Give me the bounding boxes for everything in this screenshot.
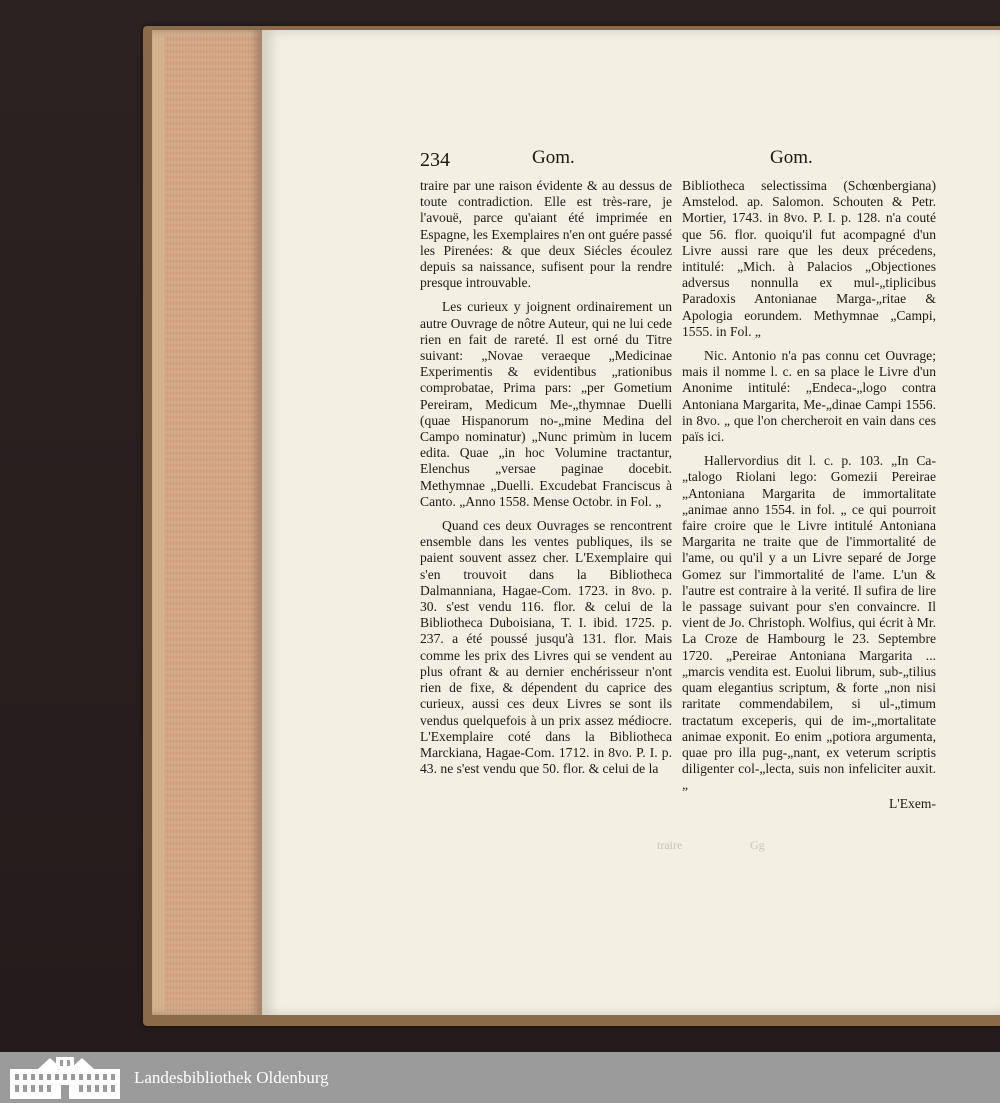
running-head-left: Gom.	[532, 147, 575, 168]
red-edge-tint	[165, 36, 260, 1011]
catchword: L'Exem-	[889, 795, 936, 811]
signature-mark: Gg	[750, 838, 765, 852]
paragraph: Quand ces deux Ouvrages se rencontrent ensemble dans les ventes publiques, ils se paient souvent assez cher. L'Exemplaire qui s'en trouvoit dans la Bibliotheca Dalmanniana, Hagae-Com. 1723. in 8vo. p. 30. s'est vendu 116. flor. & celui de la Bibliotheca Duboisiana, T. I. ibid. 1725. p. 237. a été poussé jusqu'à 131. flor. Mais comme les prix des Livres qui se vendent au plus ofrant & au dernier enchérisseur n'ont rien de fixe, & dépendent du caprice des curieux, aussi ces deux Livres se sont ils vendus quelquefois à un prix assez médiocre. L'Exemplaire coté dans la Bibliotheca Marckiana, Hagae-Com. 1712. in 8vo. P. I. p. 43. ne s'est vendu que 50. flor. & celui de la	[420, 518, 672, 777]
page-header	[262, 145, 1000, 171]
left-column	[420, 178, 672, 785]
paragraph: traire par une raison évidente & au dessus de toute contradiction. Elle est très-rare, je l'avouë, parce qu'aiant été imprimée en Espagne, les Exemplaires n'en ont guére passé les Pirenées: & que deux Siécles écoulez depuis sa naissance, sufisent pour la rendre presque introuvable.	[420, 178, 672, 291]
paragraph: Les curieux y joignent ordinairement un autre Ouvrage de nôtre Auteur, qui ne lui cede rien en fait de rareté. Il est orné du Titre suivant: „Novae veraeque „Medicinae Experimentis & evidentibus „rationibus comprobatae, Prima pars: „per Gometium Pereiram, Medicum Me-„thymnae Duelli (quae Hispanorum no-„mine Medina del Campo nominatur) „Nunc primùm in lucem edita. Quae „in hoc Volumine tractantur, Elenchus „versae paginae docebit. Methymnae „Duelli. Excudebat Franciscus à Canto. „Anno 1558. Mense Octobr. in Fol. „	[420, 299, 672, 509]
book-page	[262, 30, 1000, 1015]
library-building-icon	[8, 1055, 122, 1100]
bleed-through-text: traire	[657, 838, 683, 852]
paragraph: Hallervordius dit l. c. p. 103. „In Ca-„talogo Riolani lego: Gomezii Pereirae „Antoniana Margarita de immortalitate „animae anno 1554. in fol. „ ce qui pourroit faire croire que le Livre intitulé Antoniana Margarita ne traite que de l'immortalité de l'ame, ou qu'il y a un Livre separé de Jorge Gomez sur l'immortalité de l'ame. L'un & l'autre est contraire à la verité. Il sufira de lire le passage suivant pour s'en convaincre. Il vient de Jo. Christoph. Wolfius, qui écrit à Mr. La Croze de Hambourg le 23. Septembre 1720. „Pereirae Antoniana Margarita ... „marcis vendita est. Euolui librum, sub-„tilius quam elegantius scriptum, & forte „non nisi raritate commendabilem, si ul-„timum tractatum exceperis, qui de im-„mortalitate animae exponit. Eo enim „potiora argumenta, quae pro illa pug-„nant, ex veterum scriptis diligenter col-„lecta, suis non infeliciter auxit. „	[682, 453, 936, 793]
paragraph: Bibliotheca selectissima (Schœnbergiana) Amstelod. ap. Salomon. Schouten & Petr. Mortier, 1743. in 8vo. P. I. p. 128. n'a couté que 56. flor. quoiqu'il fut acompagné d'un Livre aussi rare que les deux précedens, intitulé: „Mich. à Palacios „Objectiones adversus nonnulla ex mul-„tiplicibus Paradoxis Antonianae Marga-„ritae & Apologia eorundem. Methymnae „Campi, 1555. in Fol. „	[682, 178, 936, 339]
footer-bar	[0, 1052, 1000, 1103]
running-head-right: Gom.	[770, 147, 813, 168]
page-number: 234	[420, 149, 450, 171]
library-name: Landesbibliothek Oldenburg	[134, 1068, 329, 1087]
paragraph: Nic. Antonio n'a pas connu cet Ouvrage; mais il nomme l. c. en sa place le Livre d'un Anonime intitulé: „Endeca-„logo contra Antoniana Margarita, Me-„dinae Campi 1556. in 8vo. „ que l'on chercheroit en vain dans ces païs ici.	[682, 348, 936, 445]
right-column	[682, 178, 936, 820]
